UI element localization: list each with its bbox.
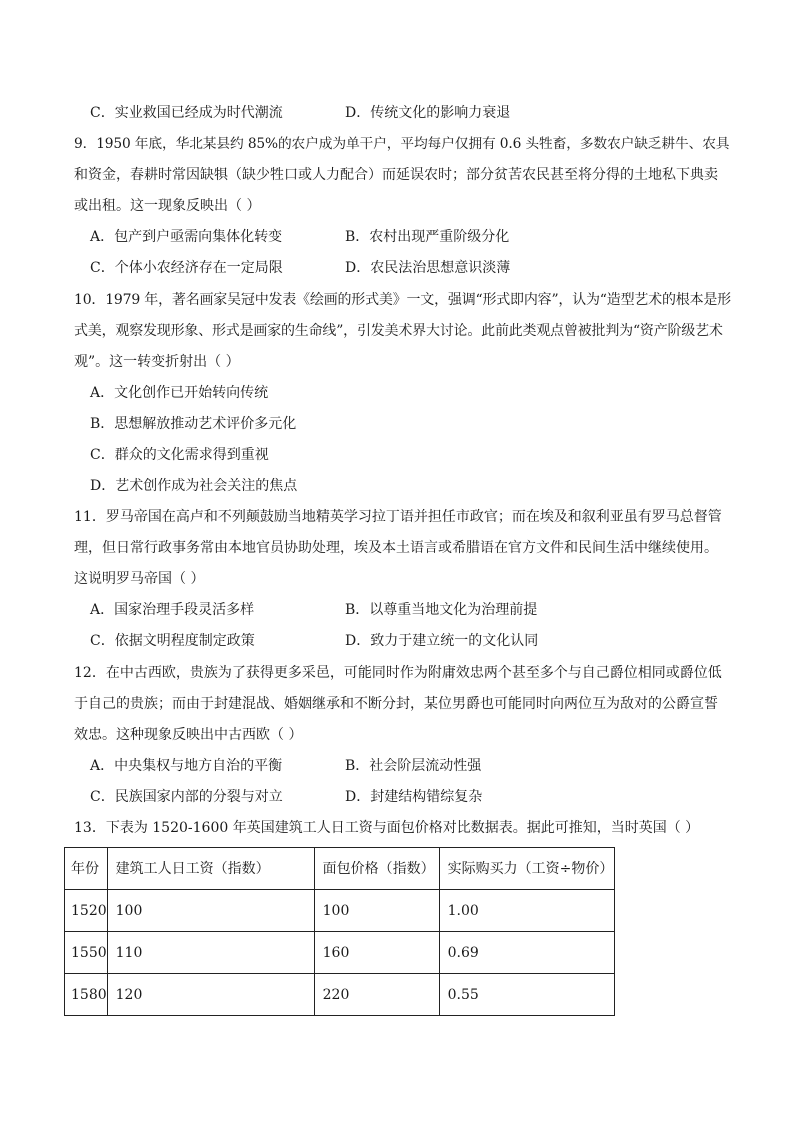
- wage-price-table: [64, 847, 615, 1016]
- q9-stem-line-2: 和资金，春耕时常因缺犋（缺少牲口或人力配合）而延误农时；部分贫苦农民甚至将分得的土地私下典卖: [74, 167, 718, 183]
- q11-option-a: A．国家治理手段灵活多样: [90, 602, 255, 618]
- q12-option-c: C．民族国家内部的分裂与对立: [90, 789, 283, 805]
- table-row: [65, 932, 615, 974]
- q12-stem-line-2: 于自己的贵族；而由于封建混战、婚姻继承和不断分封，某位男爵也可能同时向两位互为敌对的公爵宣誓: [74, 696, 718, 712]
- q10-option-d: D．艺术创作成为社会关注的焦点: [90, 478, 298, 494]
- q9-option-a: A．包产到户亟需向集体化转变: [90, 229, 283, 245]
- q12-option-b: B．社会阶层流动性强: [345, 758, 482, 774]
- table-cell: 110: [107, 932, 314, 974]
- table-header-cell: 建筑工人日工资（指数）: [107, 848, 314, 890]
- q13-stem-line-1: 13．下表为 1520-1600 年英国建筑工人日工资与面包价格对比数据表。据此可推知，当时英国（ ）: [74, 820, 700, 836]
- table-cell: 1520: [65, 890, 108, 932]
- table-cell: 220: [314, 974, 439, 1016]
- table-row: [65, 974, 615, 1016]
- q10-stem-line-2: 式美，观察发现形象、形式是画家的生命线”，引发美术界大讨论。此前此类观点曾被批判为“资产阶级艺术: [74, 323, 723, 339]
- q10-option-c: C．群众的文化需求得到重视: [90, 447, 269, 463]
- table-cell: 1.00: [439, 890, 614, 932]
- q10-option-b: B．思想解放推动艺术评价多元化: [90, 416, 297, 432]
- table-header-row: [65, 848, 615, 890]
- table-row: [65, 890, 615, 932]
- table-cell: 120: [107, 974, 314, 1016]
- q9-stem-line-3: 或出租。这一现象反映出（ ）: [74, 198, 261, 214]
- q10-stem-line-1: 10．1979 年，著名画家吴冠中发表《绘画的形式美》一文，强调“形式即内容”，认为“造型艺术的根本是形: [74, 292, 731, 308]
- q11-stem-line-2: 理，但日常行政事务常由本地官员协助处理，埃及本土语言或希腊语在官方文件和民间生活中继续使用。: [74, 540, 718, 556]
- table-cell: 1580: [65, 974, 108, 1016]
- table-header-cell: 面包价格（指数）: [314, 848, 439, 890]
- q8-option-d: D．传统文化的影响力衰退: [345, 105, 511, 121]
- q11-option-b: B．以尊重当地文化为治理前提: [345, 602, 538, 618]
- table-cell: 160: [314, 932, 439, 974]
- q9-option-b: B．农村出现严重阶级分化: [345, 229, 510, 245]
- table-header-cell: 实际购买力（工资÷物价）: [439, 848, 614, 890]
- q11-stem-line-3: 这说明罗马帝国（ ）: [74, 571, 205, 587]
- q9-option-c: C．个体小农经济存在一定局限: [90, 260, 283, 276]
- q12-option-a: A．中央集权与地方自治的平衡: [90, 758, 283, 774]
- table-cell: 100: [107, 890, 314, 932]
- q12-option-d: D．封建结构错综复杂: [345, 789, 483, 805]
- table-cell: 0.55: [439, 974, 614, 1016]
- q12-stem-line-1: 12．在中古西欧，贵族为了获得更多采邑，可能同时作为附庸效忠两个甚至多个与自己爵位相同或爵位低: [74, 665, 722, 681]
- table-cell: 100: [314, 890, 439, 932]
- q9-option-d: D．农民法治思想意识淡薄: [345, 260, 511, 276]
- q11-stem-line-1: 11．罗马帝国在高卢和不列颠鼓励当地精英学习拉丁语并担任市政官；而在埃及和叙利亚虽有罗马总督管: [74, 509, 722, 525]
- q11-option-c: C．依据文明程度制定政策: [90, 633, 255, 649]
- q10-option-a: A．文化创作已开始转向传统: [90, 385, 269, 401]
- q10-stem-line-3: 观”。这一转变折射出（ ）: [74, 354, 240, 370]
- table-cell: 0.69: [439, 932, 614, 974]
- table-cell: 1550: [65, 932, 108, 974]
- q8-option-c: C．实业救国已经成为时代潮流: [90, 105, 283, 121]
- q11-option-d: D．致力于建立统一的文化认同: [345, 633, 539, 649]
- q12-stem-line-3: 效忠。这种现象反映出中古西欧（ ）: [74, 727, 303, 743]
- q9-stem-line-1: 9．1950 年底，华北某县约 85%的农户成为单干户，平均每户仅拥有 0.6 头牲畜，多数农户缺乏耕牛、农具: [74, 136, 730, 152]
- table-header-cell: 年份: [65, 848, 108, 890]
